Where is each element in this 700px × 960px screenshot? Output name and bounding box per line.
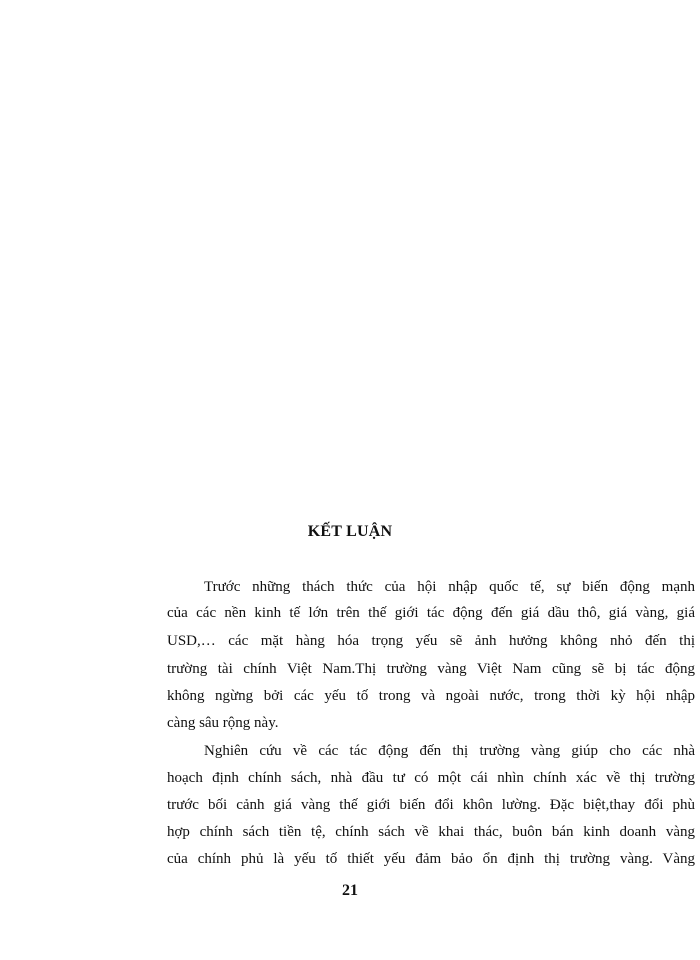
paragraph-2-line-1: Nghiên cứu về các tác động đến thị trường vàng giúp cho các nhà	[204, 743, 695, 759]
paragraph-2-line-4: hợp chính sách tiền tệ, chính sách về khai thác, buôn bán kinh doanh vàng	[167, 824, 695, 840]
paragraph-2-line-2: hoạch định chính sách, nhà đầu tư có một cái nhìn chính xác về thị trường	[167, 770, 695, 786]
paragraph-1-line-1: Trước những thách thức của hội nhập quốc tế, sự biến động mạnh	[204, 579, 695, 595]
paragraph-2-line-3: trước bối cảnh giá vàng thế giới biến đổi khôn lường. Đặc biệt,thay đổi phù	[167, 797, 695, 813]
page-number: 21	[342, 882, 358, 899]
paragraph-1-line-4: trường tài chính Việt Nam.Thị trường vàng Việt Nam cũng sẽ bị tác động	[167, 661, 695, 677]
paragraph-1-line-5: không ngừng bởi các yếu tố trong và ngoài nước, trong thời kỳ hội nhập	[167, 688, 695, 704]
section-heading: KẾT LUẬN	[307, 523, 393, 540]
paragraph-1-line-6: càng sâu rộng này.	[167, 715, 279, 731]
paragraph-1-line-3: USD,… các mặt hàng hóa trọng yếu sẽ ảnh hưởng không nhỏ đến thị	[167, 633, 695, 649]
paragraph-2-line-5: của chính phủ là yếu tố thiết yếu đảm bảo ổn định thị trường vàng. Vàng	[167, 851, 695, 867]
paragraph-1-line-2: của các nền kinh tế lớn trên thế giới tác động đến giá dầu thô, giá vàng, giá	[167, 605, 695, 621]
